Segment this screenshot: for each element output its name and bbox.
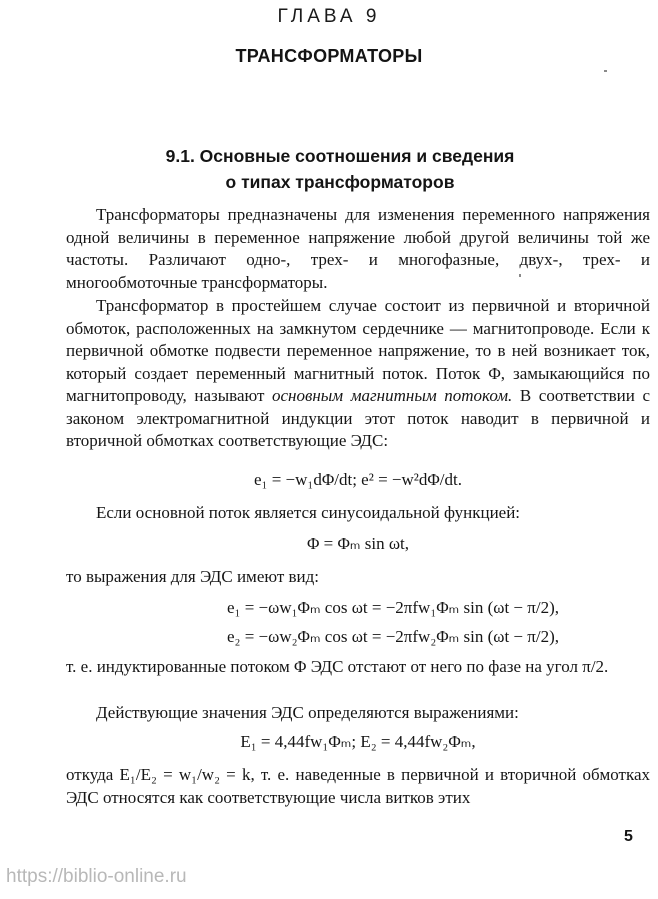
formula-emf2: e₂ = −ωw₂Φₘ cos ωt = −2πfw₂Φₘ sin (ωt − π/2), bbox=[227, 627, 559, 646]
formula-emf-rms: E₁ = 4,44fw₁Φₘ; E₂ = 4,44fw₂Φₘ, bbox=[240, 732, 476, 751]
formula-emf-instant: e₁ = −w₁dΦ/dt; e² = −w²dΦ/dt. bbox=[253, 470, 462, 489]
paragraph-text-part2: В соответствии с законом электромагнитной индукции этот поток наводит в первичной и вторичной обмотках соответствующие ЭДС: bbox=[66, 386, 650, 450]
paragraph-sinusoidal bbox=[66, 502, 650, 525]
paragraph-text: откуда E₁/E₂ = w₁/w₂ = k, т. е. наведенные в первичной и вторичной обмотках ЭДС относятся как соответствующие числа витков этих bbox=[66, 765, 650, 807]
paragraph-text-part1: Трансформатор в простейшем случае состоит из первичной и вторичной обмоток, расположенных на замкнутом сердечнике — магнитопроводе. Если к первичной обмотке подвести переменное напряжение, то в ней возникает ток, который создает переменный магнитный поток. Поток Φ, замыкающийся по магнитопроводу, называют bbox=[66, 296, 650, 405]
paragraph-intro bbox=[66, 204, 650, 294]
section-title-line2: о типах трансформаторов bbox=[225, 172, 455, 192]
source-watermark: https://biblio-online.ru bbox=[6, 866, 187, 887]
scan-speck bbox=[519, 274, 521, 277]
paragraph-text: Действующие значения ЭДС определяются выражениями: bbox=[96, 703, 519, 722]
paragraph-text: Если основной поток является синусоидальной функцией: bbox=[96, 503, 521, 522]
scan-speck bbox=[604, 70, 607, 72]
paragraph-phase-lag bbox=[66, 656, 650, 679]
paragraph-rms-intro bbox=[66, 702, 650, 725]
emphasis-term: основным магнитным потоком. bbox=[271, 386, 513, 405]
paragraph-expressions bbox=[66, 566, 650, 589]
formula-emf1: e₁ = −ωw₁Φₘ cos ωt = −2πfw₁Φₘ sin (ωt − π/2), bbox=[227, 598, 559, 617]
paragraph-text: то выражения для ЭДС имеют вид: bbox=[66, 567, 320, 586]
page-number: 5 bbox=[624, 828, 633, 845]
section-title-line1: 9.1. Основные соотношения и сведения bbox=[165, 146, 515, 166]
paragraph-ratio bbox=[66, 764, 650, 809]
paragraph-text bbox=[66, 295, 650, 453]
formula-flux: Φ = Φₘ sin ωt, bbox=[306, 534, 410, 553]
paragraph-text: т. е. индуктированные потоком Φ ЭДС отстают от него по фазе на угол π/2. bbox=[66, 657, 609, 676]
section-title bbox=[60, 143, 620, 195]
chapter-title: ТРАНСФОРМАТОРЫ bbox=[235, 46, 423, 66]
chapter-label: ГЛАВА 9 bbox=[277, 6, 381, 27]
paragraph-text: Трансформаторы предназначены для изменения переменного напряжения одной величины в переменное напряжение любой другой величины той же частоты. Различают одно-, трех- и многофазные, двух-, трех- и многообмоточные трансформаторы. bbox=[66, 205, 650, 292]
paragraph-structure bbox=[66, 295, 650, 453]
